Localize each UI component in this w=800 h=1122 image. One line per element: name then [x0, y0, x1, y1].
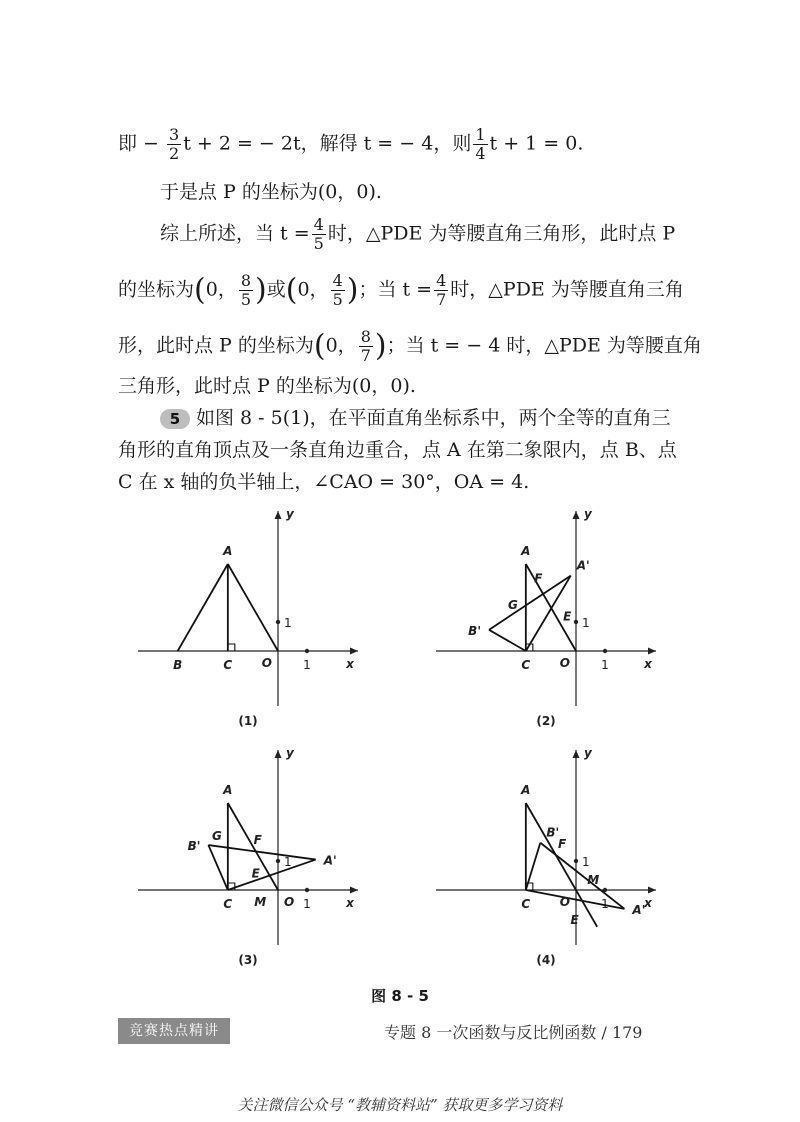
diagram-4	[436, 746, 656, 967]
point-label-B': B'	[546, 825, 560, 840]
x-axis-arrow	[350, 887, 358, 894]
fraction: $\frac{4}{7}$	[436, 271, 447, 309]
segment-AO	[228, 564, 278, 651]
y-axis-label: y	[584, 746, 592, 760]
segment-B'C	[489, 630, 526, 651]
x-axis-label: x	[644, 896, 652, 910]
y-tick-label: 1	[582, 616, 590, 630]
x-tick-label: 1	[303, 658, 311, 672]
point-label-F: F	[534, 571, 543, 586]
summary-line-1: 综上所述，当 t = $\frac{4}{5}$ 时，△PDE 为等腰直角三角形，此时点 P	[160, 215, 676, 253]
segment-B'A'	[208, 845, 315, 860]
point-label-C: C	[223, 658, 233, 672]
point-label-A: A	[521, 783, 531, 797]
point-label-A': A'	[576, 558, 590, 573]
page-number: 179	[611, 1023, 643, 1042]
point-label-F: F	[557, 836, 567, 851]
watermark-note: 关注微信公众号 “教辅资料站” 获取更多学习资料	[237, 1096, 563, 1114]
point-label-O: O	[284, 895, 295, 909]
fraction: $\frac{1}{4}$	[475, 125, 486, 163]
point-label-A': A'	[632, 902, 646, 917]
y-axis-arrow	[275, 750, 282, 758]
point-label-G: G	[507, 598, 518, 613]
diagram-caption: (2)	[536, 714, 556, 728]
point-label-E: E	[563, 609, 572, 624]
x-axis-arrow	[350, 648, 358, 655]
diagram-caption: (3)	[238, 953, 258, 967]
fraction: $\frac{8}{7}$	[360, 327, 371, 365]
x-axis-label: x	[346, 896, 354, 910]
x-tick-label: 1	[601, 897, 609, 911]
fraction: $\frac{3}{2}$	[169, 125, 180, 163]
x-tick-mark	[305, 649, 309, 653]
diagram-2	[436, 507, 656, 728]
y-axis-arrow	[573, 511, 580, 519]
solution-line-2: 于是点 P 的坐标为(0，0).	[160, 181, 382, 203]
diagram-caption: (1)	[238, 714, 258, 728]
point-label-O: O	[559, 895, 570, 909]
point-label-E: E	[251, 866, 260, 881]
point-label-F: F	[253, 832, 262, 847]
segment-B'A'	[540, 843, 624, 909]
segment-CA'	[228, 860, 316, 890]
x-tick-label: 1	[303, 897, 311, 911]
fraction: $\frac{8}{5}$	[240, 271, 252, 309]
x-axis-arrow	[648, 648, 656, 655]
point-label-G: G	[211, 829, 222, 844]
figure-caption: 图 8 - 5	[371, 987, 429, 1005]
x-axis-arrow	[648, 887, 656, 894]
x-tick-mark	[305, 888, 309, 892]
summary-line-2: 的坐标为(0， $\frac{8}{5}$ )或(0， $\frac{4}{5}$ )；当 t = $\frac{4}{7}$ 时，△PDE 为等腰直角三角	[118, 271, 684, 309]
segment-CA'	[526, 890, 625, 909]
point-label-E: E	[570, 912, 579, 927]
y-tick-label: 1	[284, 855, 292, 869]
solution-line-1: 即 − $\frac{3}{2}$ t + 2 = − 2t，解得 t = − 4，则 $\frac{1}{4}$ t + 1 = 0.	[118, 125, 584, 163]
point-label-A: A	[521, 544, 531, 558]
y-tick-mark	[276, 859, 280, 863]
y-axis-arrow	[573, 750, 580, 758]
point-label-B: B	[173, 658, 183, 672]
x-axis-label: x	[644, 657, 652, 671]
point-label-A: A	[223, 544, 233, 558]
point-label-O: O	[559, 656, 570, 670]
diagram-caption: (4)	[536, 953, 556, 967]
x-tick-mark	[603, 649, 607, 653]
diagram-1	[138, 507, 358, 728]
summary-line-4: 三角形，此时点 P 的坐标为(0，0).	[118, 375, 416, 397]
y-tick-label: 1	[582, 855, 590, 869]
fraction: $\frac{4}{5}$	[313, 215, 324, 253]
point-label-A': A'	[323, 853, 337, 868]
point-label-O: O	[261, 656, 272, 670]
page-footer	[384, 1020, 642, 1043]
section-tab: 竞赛热点精讲	[118, 1018, 230, 1044]
x-tick-label: 1	[601, 658, 609, 672]
point-label-A: A	[223, 783, 233, 797]
problem-line-2: 角形的直角顶点及一条直角边重合，点 A 在第二象限内，点 B、点	[118, 439, 677, 461]
point-label-B': B'	[187, 839, 201, 854]
problem-number-badge: 5	[160, 409, 190, 429]
y-axis-label: y	[286, 507, 294, 521]
point-label-M: M	[587, 873, 600, 887]
segment-AB	[178, 564, 228, 651]
right-angle-mark	[228, 644, 235, 651]
point-label-C: C	[223, 897, 233, 911]
y-axis-label: y	[286, 746, 294, 760]
problem-line-3: C 在 x 轴的负半轴上，∠CAO = 30°，OA = 4.	[118, 471, 530, 493]
x-axis-label: x	[346, 657, 354, 671]
y-tick-mark	[574, 859, 578, 863]
y-tick-label: 1	[284, 616, 292, 630]
y-tick-mark	[574, 620, 578, 624]
point-label-M: M	[254, 895, 267, 909]
segment-B'C	[208, 845, 227, 890]
chapter-title: 专题 8 一次函数与反比例函数 /	[384, 1023, 607, 1042]
point-label-C: C	[521, 658, 531, 672]
point-label-C: C	[521, 897, 531, 911]
summary-line-3: 形，此时点 P 的坐标为(0， $\frac{8}{7}$ )；当 t = − 4 时，△PDE 为等腰直角	[118, 327, 702, 365]
fraction: $\frac{4}{5}$	[332, 271, 343, 309]
diagram-3	[138, 746, 358, 967]
problem-line-1: 5 如图 8 - 5(1)，在平面直角坐标系中，两个全等的直角三	[160, 404, 730, 432]
y-axis-arrow	[275, 511, 282, 519]
y-axis-label: y	[584, 507, 592, 521]
y-tick-mark	[276, 620, 280, 624]
point-label-B': B'	[468, 623, 481, 638]
